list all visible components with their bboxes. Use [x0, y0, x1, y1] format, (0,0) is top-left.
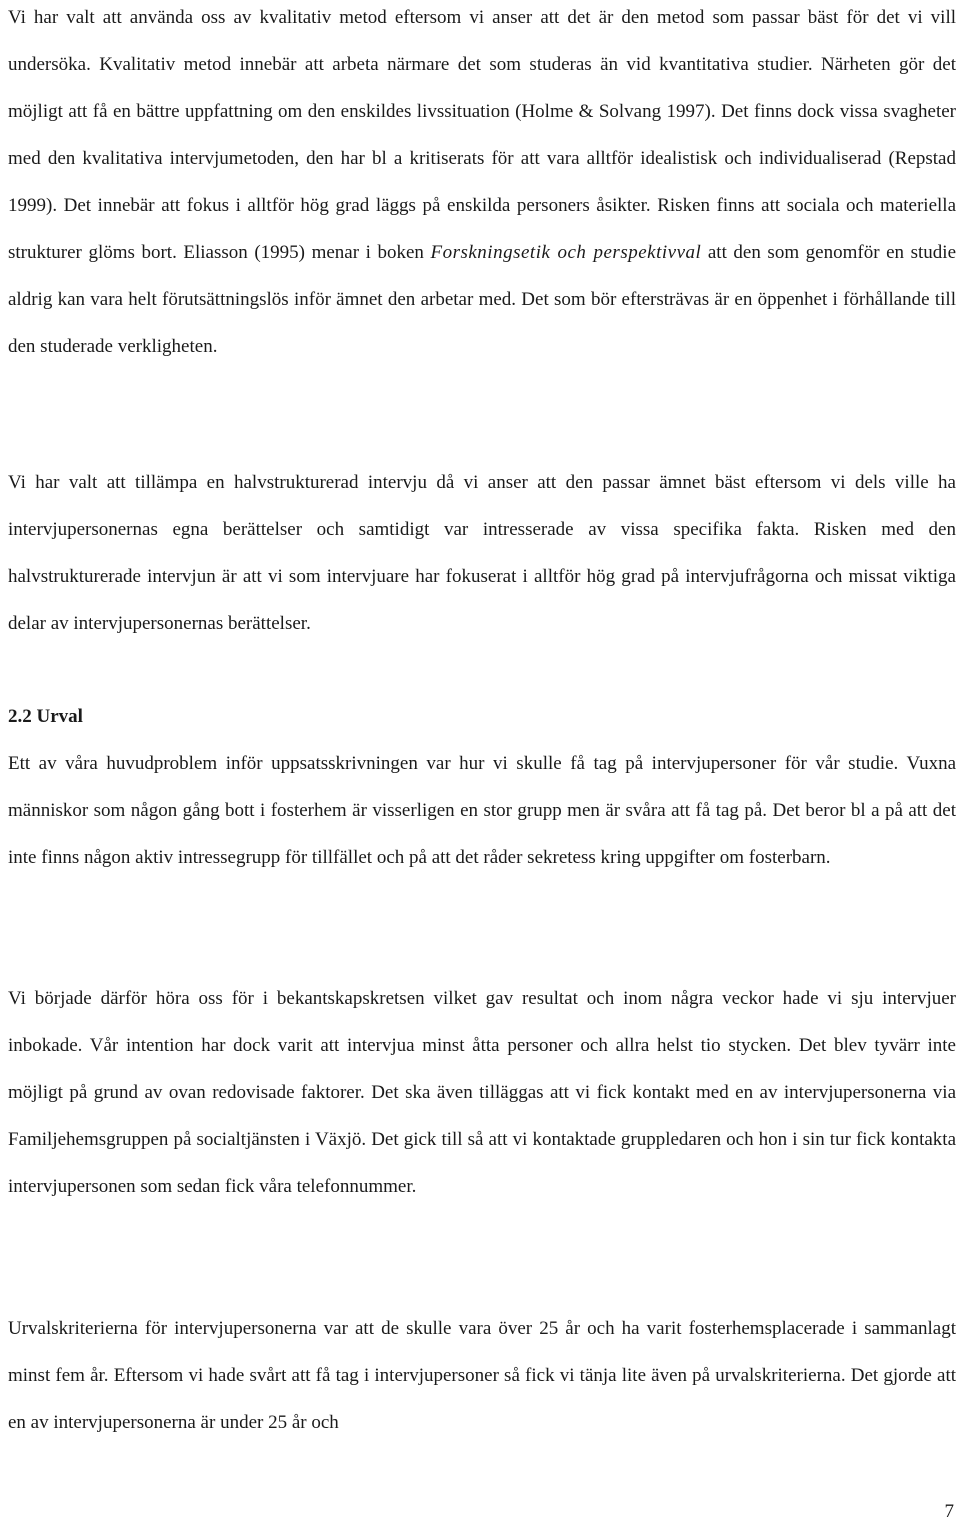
- paragraph-urval-3: Urvalskriterierna för intervjupersonerna var att de skulle vara över 25 år och ha varit fosterhemsplacerade i sammanlagt minst fem år. Eftersom vi hade svårt att få tag i intervjupersoner så fick vi tänja lite även på urvalskriterierna. Det gjorde att en av intervjupersonerna är under 25 år och: [8, 1318, 956, 1433]
- paragraph-urval-2: Vi började därför höra oss för i bekantskapskretsen vilket gav resultat och inom några veckor hade vi sju intervjuer inbokade. Vår intention har dock varit att intervjua minst åtta personer och allra helst tio stycken. Det blev tyvärr inte möjligt på grund av ovan redovisade faktorer. Det ska även tilläggas att vi fick kontakt med en av intervjupersonerna via Familjehemsgruppen på socialtjänsten i Växjö. Det gick till så att vi kontaktade gruppledaren och hon i sin tur fick kontakta intervjupersonen som sedan fick våra telefonnummer.: [8, 988, 956, 1197]
- paragraph-interview: Vi har valt att tillämpa en halvstrukturerad intervju då vi anser att den passar ämnet bäst eftersom vi dels ville ha intervjupersonernas egna berättelser och samtidigt var intresserade av vissa specifika fakta. Risken med den halvstrukturerade intervjun är att vi som intervjuare har fokuserat i alltför hög grad på intervjufrågorna och missat viktiga delar av intervjupersonernas berättelser.: [8, 472, 956, 634]
- paragraph-text: att den som genomför en studie aldrig kan vara helt förutsättningslös inför ämnet den arbetar med. Det som bör eftersträvas är en öppenhet i förhållande till den studerade verkligheten.: [8, 242, 956, 357]
- paragraph-urval-1: Ett av våra huvudproblem inför uppsatsskrivningen var hur vi skulle få tag på intervjupersoner för vår studie. Vuxna människor som någon gång bott i fosterhem är visserligen en stor grupp men är svåra att få tag på. Det beror bl a på att det inte finns någon aktiv intressegrupp för tillfället och på att det råder sekretess kring uppgifter om fosterbarn.: [8, 753, 956, 868]
- section-heading: 2.2 Urval: [8, 706, 83, 727]
- paragraph-method: [8, 0, 956, 370]
- book-title: Forskningsetik och perspektivval: [430, 242, 702, 263]
- paragraph-text: Vi har valt att använda oss av kvalitativ metod eftersom vi anser att det är den metod som passar bäst för det vi vill undersöka. Kvalitativ metod innebär att arbeta närmare det som studeras än vid kvantitativa studier. Närheten gör det möjligt att få en bättre uppfattning om den enskildes livssituation (Holme & Solvang 1997). Det finns dock vissa svagheter med den kvalitativa intervjumetoden, den har bl a kritiserats för att vara alltför idealistisk och individualiserad (Repstad 1999). Det innebär att fokus i alltför hög grad läggs på enskilda personers åsikter. Risken finns att sociala och materiella strukturer glöms bort. Eliasson (1995) menar i boken: [8, 7, 956, 263]
- page-number: 7: [944, 1501, 954, 1522]
